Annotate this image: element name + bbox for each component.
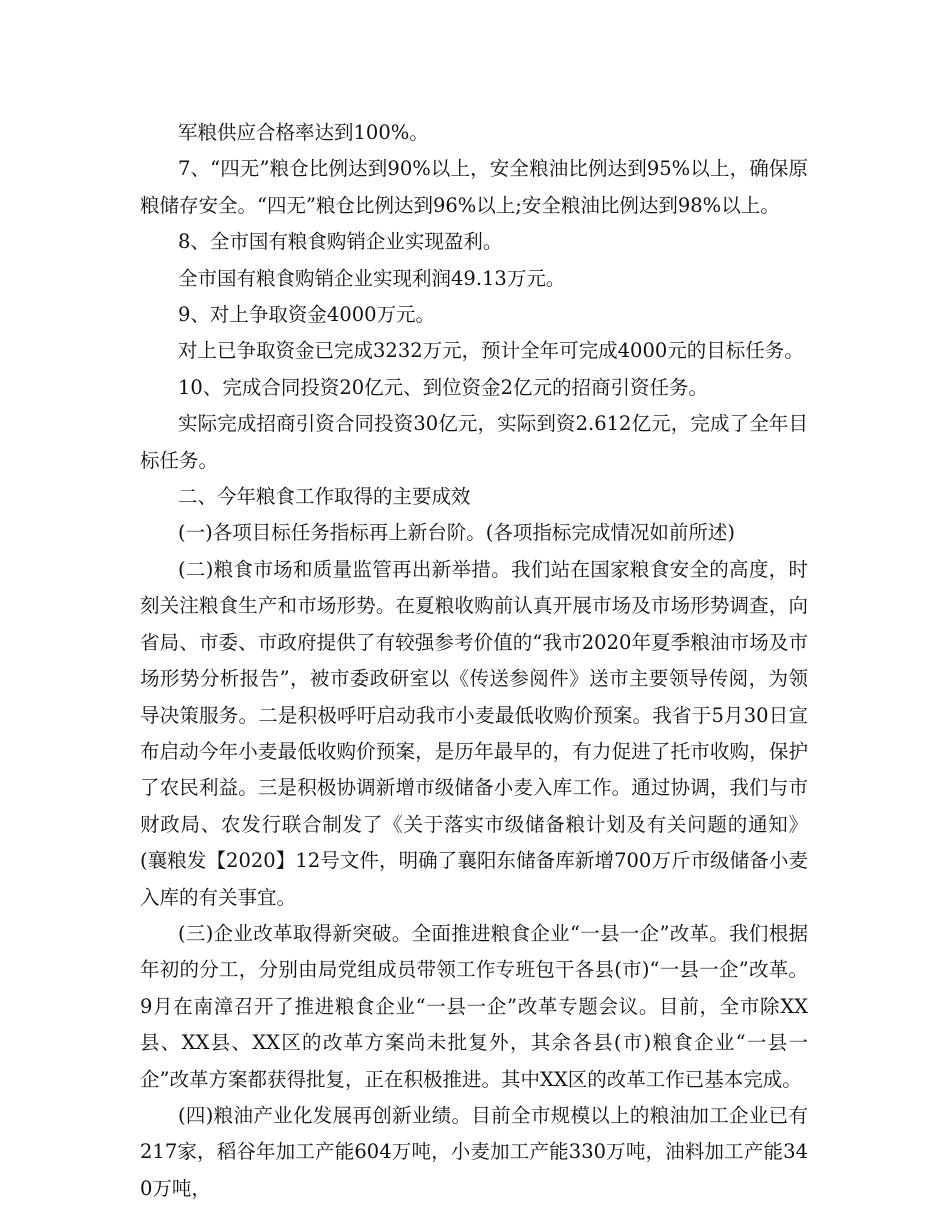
paragraph-item-9-result: 对上已争取资金已完成3232万元，预计全年可完成4000元的目标任务。 bbox=[178, 339, 804, 363]
paragraph-item-10: 10、完成合同投资20亿元、到位资金2亿元的招商引资任务。 bbox=[178, 375, 709, 399]
paragraph-item-9: 9、对上争取资金4000万元。 bbox=[178, 303, 436, 327]
paragraph-supply-rate: 军粮供应合格率达到100%。 bbox=[178, 121, 429, 144]
paragraph-achievement-3: (三)企业改革取得新突破。全面推进粮食企业“一县一企”改革。我们根据年初的分工，分别由局党组成员带领工作专班包干各县(市)“一县一企”改革。9月在南漳召开了推进粮食企业“一县一企”改革专题会议。目前，全市除XX县、XX县、XX区的改革方案尚未批复外，其余各县(市)粮食企业“一县一企”改革方案都获得批复，正在积极推进。其中XX区的改革工作已基本完成。 bbox=[140, 921, 808, 1091]
paragraph-item-7: 7、“四无”粮仓比例达到90%以上，安全粮油比例达到95%以上，确保原粮储存安全。“四无”粮仓比例达到96%以上;安全粮油比例达到98%以上。 bbox=[140, 157, 808, 217]
paragraph-item-8: 8、全市国有粮食购销企业实现盈利。 bbox=[178, 230, 503, 254]
section-heading-achievements: 二、今年粮食工作取得的主要成效 bbox=[178, 485, 471, 509]
paragraph-item-8-result: 全市国有粮食购销企业实现利润49.13万元。 bbox=[178, 266, 566, 290]
paragraph-achievement-2: (二)粮食市场和质量监管再出新举措。我们站在国家粮食安全的高度，时刻关注粮食生产和市场形势。在夏粮收购前认真开展市场及市场形势调查，向省局、市委、市政府提供了有较强参考价值的“我市2020年夏季粮油市场及市场形势分析报告”，被市委政研室以《传送参阅件》送市主要领导传阅，为领导决策服务。二是积极呼吁启动我市小麦最低收购价预案。我省于5月30日宣布启动今年小麦最低收购价预案，是历年最早的，有力促进了托市收购，保护了农民利益。三是积极协调新增市级储备小麦入库工作。通过协调，我们与市财政局、农发行联合制发了《关于落实市级储备粮计划及有关问题的通知》(襄粮发【2020】12号文件，明确了襄阳东储备库新增700万斤市级储备小麦入库的有关事宜。 bbox=[140, 557, 808, 909]
document-body bbox=[140, 115, 808, 1207]
paragraph-achievement-1: (一)各项目标任务指标再上新台阶。(各项指标完成情况如前所述) bbox=[178, 521, 735, 545]
paragraph-item-10-result: 实际完成招商引资合同投资30亿元，实际到资2.612亿元，完成了全年目标任务。 bbox=[140, 412, 808, 472]
paragraph-achievement-4: (四)粮油产业化发展再创新业绩。目前全市规模以上的粮油加工企业已有217家，稻谷年加工产能604万吨，小麦加工产能330万吨，油料加工产能340万吨， bbox=[140, 1103, 808, 1200]
